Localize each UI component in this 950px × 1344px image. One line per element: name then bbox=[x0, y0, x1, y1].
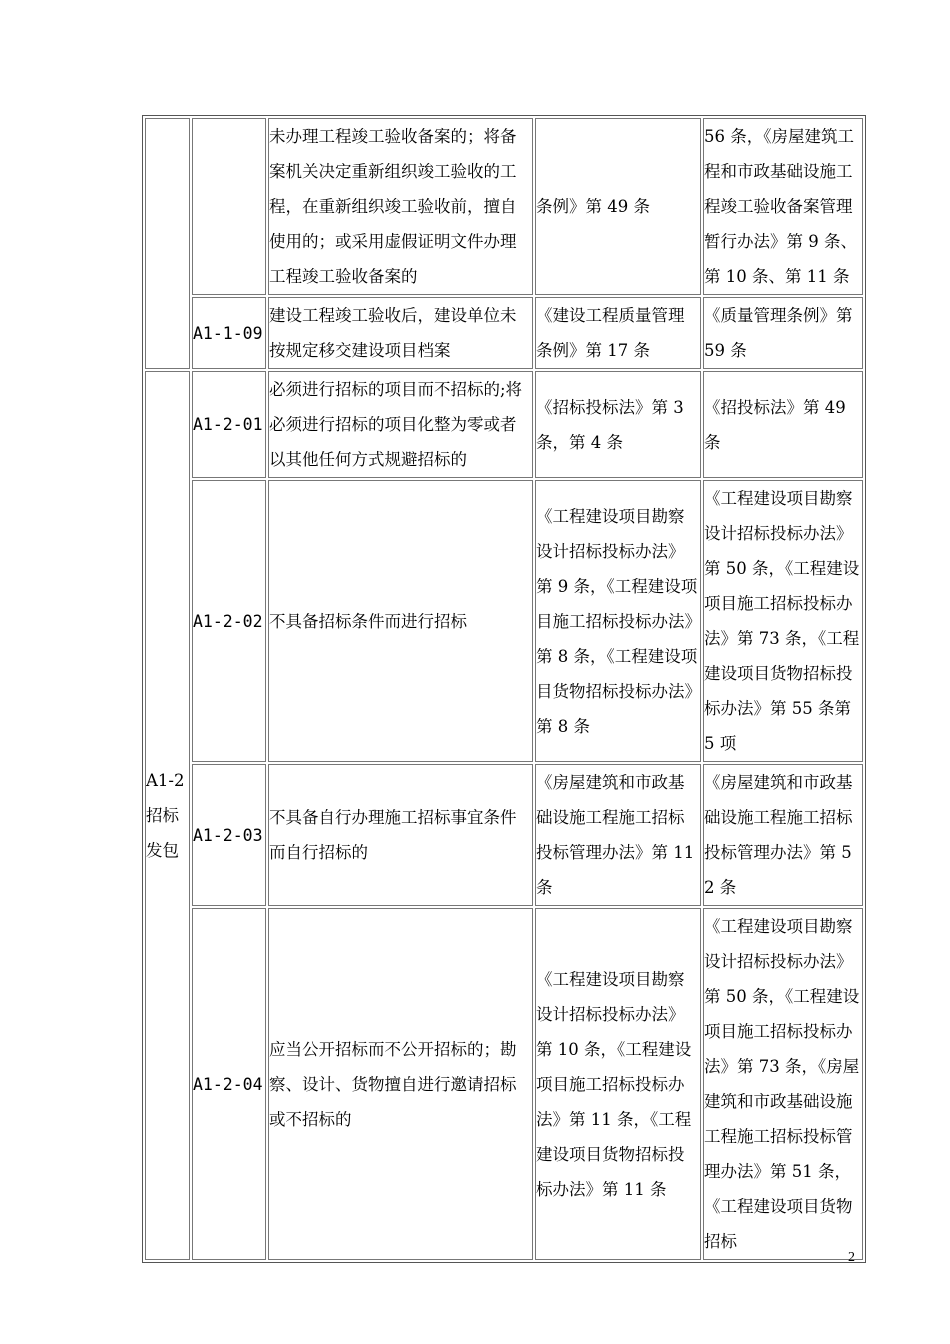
table-row bbox=[145, 118, 863, 295]
description-cell: 未办理工程竣工验收备案的；将备案机关决定重新组织竣工验收的工程，在重新组织竣工验收前，擅自使用的；或采用虚假证明文件办理工程竣工验收备案的 bbox=[268, 118, 533, 295]
table-row bbox=[145, 480, 863, 762]
basis-cell: 条例》第 49 条 bbox=[535, 118, 701, 295]
code-cell: A1-2-02 bbox=[192, 480, 266, 762]
page-number: 2 bbox=[848, 1250, 855, 1265]
penalty-cell: 《房屋建筑和市政基础设施工程施工招标投标管理办法》第 52 条 bbox=[703, 764, 863, 906]
code-cell: A1-1-09 bbox=[192, 297, 266, 369]
description-cell: 不具备自行办理施工招标事宜条件而自行招标的 bbox=[268, 764, 533, 906]
code-cell: A1-2-03 bbox=[192, 764, 266, 906]
table-row bbox=[145, 297, 863, 369]
basis-cell: 《建设工程质量管理条例》第 17 条 bbox=[535, 297, 701, 369]
description-cell: 必须进行招标的项目而不招标的;将必须进行招标的项目化整为零或者以其他任何方式规避招标的 bbox=[268, 371, 533, 478]
description-cell: 不具备招标条件而进行招标 bbox=[268, 480, 533, 762]
code-cell: A1-2-01 bbox=[192, 371, 266, 478]
table-row bbox=[145, 908, 863, 1260]
penalty-cell: 《工程建设项目勘察设计招标投标办法》第 50 条，《工程建设项目施工招标投标办法》第 73 条，《房屋建筑和市政基础设施工程施工招标投标管理办法》第 51 条，《工程建设项目货物招标 bbox=[703, 908, 863, 1260]
category-cell bbox=[145, 371, 190, 1260]
category-name: 招标发包 bbox=[146, 806, 179, 860]
basis-cell: 《招标投标法》第 3 条，第 4 条 bbox=[535, 371, 701, 478]
category-cell bbox=[145, 118, 190, 369]
category-code: A1-2 bbox=[146, 771, 185, 790]
penalty-cell: 《工程建设项目勘察设计招标投标办法》第 50 条，《工程建设项目施工招标投标办法》第 73 条，《工程建设项目货物招标投标办法》第 55 条第 5 项 bbox=[703, 480, 863, 762]
code-cell: A1-2-04 bbox=[192, 908, 266, 1260]
basis-cell: 《工程建设项目勘察设计招标投标办法》第 10 条，《工程建设项目施工招标投标办法》第 11 条，《工程建设项目货物招标投标办法》第 11 条 bbox=[535, 908, 701, 1260]
basis-cell: 《房屋建筑和市政基础设施工程施工招标投标管理办法》第 11 条 bbox=[535, 764, 701, 906]
description-cell: 应当公开招标而不公开招标的；勘察、设计、货物擅自进行邀请招标或不招标的 bbox=[268, 908, 533, 1260]
table-row bbox=[145, 371, 863, 478]
penalty-cell: 56 条，《房屋建筑工程和市政基础设施工程竣工验收备案管理暂行办法》第 9 条、第 10 条、第 11 条 bbox=[703, 118, 863, 295]
basis-cell: 《工程建设项目勘察设计招标投标办法》第 9 条，《工程建设项目施工招标投标办法》第 8 条，《工程建设项目货物招标投标办法》第 8 条 bbox=[535, 480, 701, 762]
code-cell bbox=[192, 118, 266, 295]
table-row bbox=[145, 764, 863, 906]
description-cell: 建设工程竣工验收后，建设单位未按规定移交建设项目档案 bbox=[268, 297, 533, 369]
penalty-cell: 《招投标法》第 49 条 bbox=[703, 371, 863, 478]
penalty-cell: 《质量管理条例》第 59 条 bbox=[703, 297, 863, 369]
regulation-table bbox=[142, 115, 866, 1263]
